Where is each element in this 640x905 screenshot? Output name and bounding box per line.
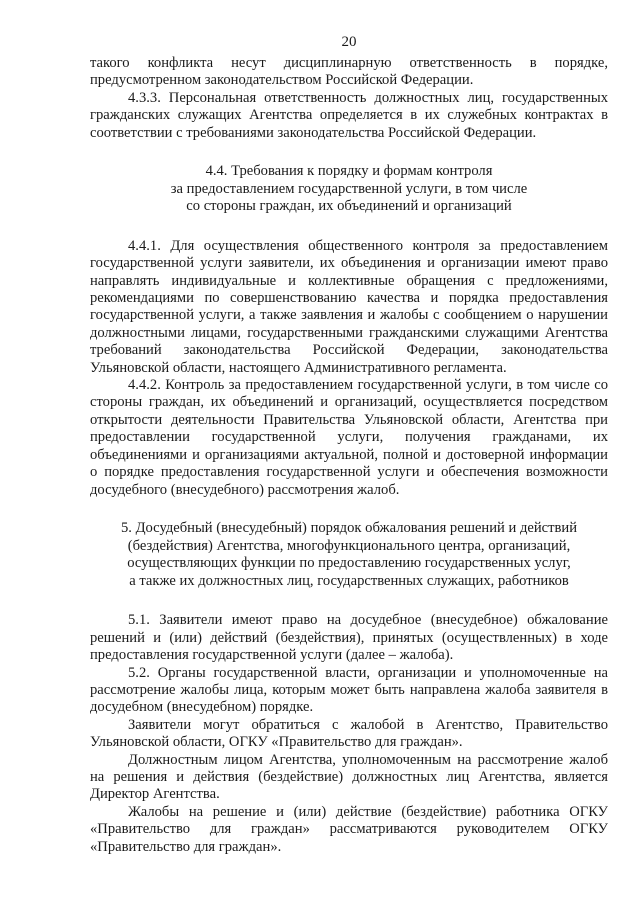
section-heading-line: (бездействия) Агентства, многофункционального центра, организаций,	[127, 537, 571, 554]
section-heading-line: 5. Досудебный (внесудебный) порядок обжалования решений и действий	[120, 519, 578, 536]
paragraph-4-4-2: 4.4.2. Контроль за предоставлением государственной услуги, в том числе со стороны граждан, их объединений и организаций, осуществляется посредством открытости деятельности Правительства Ульяновской области, Агентства при предоставлении государственной услуги, получения гражданами, их объединениями и организациями актуальной, полной и достоверной информации о порядке предоставления государственной услуги и обеспечения возможности досудебного (внесудебного) рассмотрения жалоб.	[90, 377, 608, 498]
section-heading-line: осуществляющих функции по предоставлению государственных услуг,	[127, 555, 571, 572]
section-heading-line: за предоставлением государственной услуги, в том числе	[170, 180, 528, 197]
paragraph-5-1: 5.1. Заявители имеют право на досудебное (внесудебное) обжалование решений и (или) действий (бездействия), принятых (осуществленных) в ходе предоставления государственной услуги (далее – жалоба).	[90, 612, 608, 664]
section-heading-line: 4.4. Требования к порядку и формам контроля	[205, 163, 493, 180]
paragraph-agency-official: Должностным лицом Агентства, уполномоченным на рассмотрение жалоб на решения и действия (бездействие) должностных лиц Агентства, является Директор Агентства.	[90, 751, 608, 803]
section-heading-line: со стороны граждан, их объединений и организаций	[186, 198, 512, 215]
paragraph-5-2: 5.2. Органы государственной власти, организации и уполномоченные на рассмотрение жалобы лица, которым может быть направлена жалоба заявителя в досудебном (внесудебном) порядке.	[90, 664, 608, 716]
paragraph-4-4-1: 4.4.1. Для осуществления общественного контроля за предоставлением государственной услуги заявители, их объединения и организации имеют право направлять индивидуальные и коллективные обращения с предложениями, рекомендациями по совершенствованию качества и порядка предоставления государственной услуги, а также заявления и жалобы с сообщением о нарушении должностными лицами, государственными гражданскими служащими Агентства требований законодательства Российской Федерации, законодательства Ульяновской области, настоящего Административного регламента.	[90, 237, 608, 376]
page-number: 20	[341, 34, 357, 50]
paragraph-ogku-complaints: Жалобы на решение и (или) действие (бездействие) работника ОГКУ «Правительство для граждан» рассматриваются руководителем ОГКУ «Правительство для граждан».	[90, 803, 608, 855]
paragraph-conflict-responsibility: такого конфликта несут дисциплинарную ответственность в порядке, предусмотренном законодательством Российской Федерации.	[90, 55, 608, 89]
paragraph-appeal-recipients: Заявители могут обратиться с жалобой в Агентство, Правительство Ульяновской области, ОГКУ «Правительство для граждан».	[90, 716, 608, 751]
section-heading-5	[90, 520, 608, 590]
section-heading-4-4	[90, 163, 608, 216]
paragraph-4-3-3: 4.3.3. Персональная ответственность должностных лиц, государственных гражданских служащих Агентства определяется в их служебных контрактах в соответствии с требованиями законодательства Российской Федерации.	[90, 89, 608, 141]
section-heading-line: а также их должностных лиц, государственных служащих, работников	[129, 572, 569, 589]
